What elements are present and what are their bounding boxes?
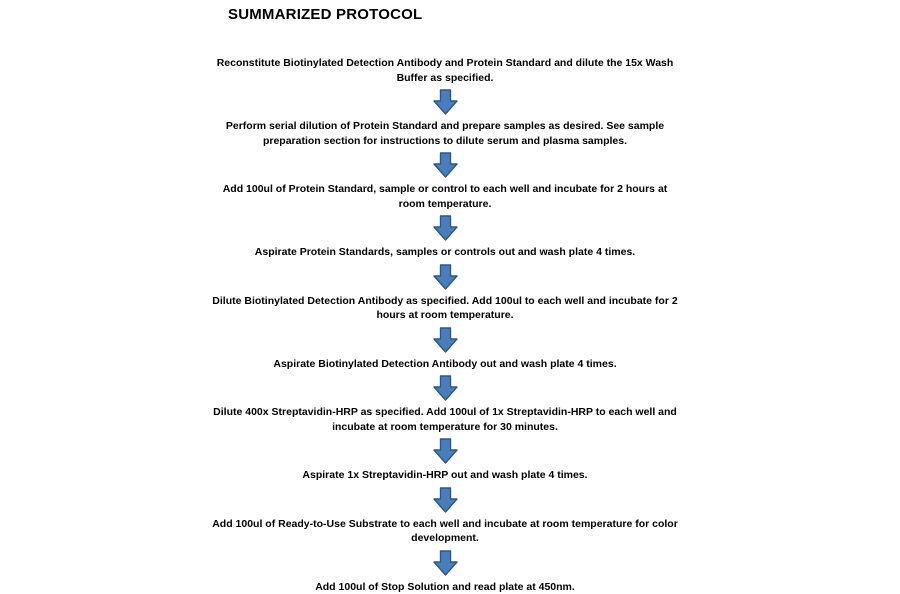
protocol-step: Add 100ul of Ready-to-Use Substrate to each well and incubate at room temperature for color development. <box>212 517 678 544</box>
down-arrow-icon <box>433 264 458 290</box>
down-arrow-icon <box>433 438 458 464</box>
page-title: SUMMARIZED PROTOCOL <box>228 6 423 23</box>
down-arrow-icon <box>433 215 458 241</box>
down-arrow-icon <box>433 152 458 178</box>
protocol-step: Aspirate Protein Standards, samples or controls out and wash plate 4 times. <box>254 246 636 258</box>
down-arrow-icon <box>433 89 458 115</box>
protocol-step: Dilute Biotinylated Detection Antibody as specified. Add 100ul to each well and incubate for 2 hours at room temperature. <box>212 294 678 321</box>
protocol-step: Reconstitute Biotinylated Detection Antibody and Protein Standard and dilute the 15x Wash Buffer as specified. <box>216 57 674 84</box>
protocol-flow <box>210 56 680 594</box>
down-arrow-icon <box>433 375 458 401</box>
protocol-step: Add 100ul of Stop Solution and read plate at 450nm. <box>315 580 575 593</box>
protocol-step: Aspirate Biotinylated Detection Antibody out and wash plate 4 times. <box>273 357 617 370</box>
protocol-page <box>0 6 900 594</box>
down-arrow-icon <box>433 550 458 576</box>
down-arrow-icon <box>433 487 458 513</box>
protocol-step: Add 100ul of Protein Standard, sample or control to each well and incubate for 2 hours at room temperature. <box>222 183 668 210</box>
down-arrow-icon <box>433 327 458 353</box>
protocol-step: Dilute 400x Streptavidin-HRP as specified. Add 100ul of 1x Streptavidin-HRP to each well and incubate at room temperature for 30 minutes. <box>213 406 677 433</box>
protocol-step: Aspirate 1x Streptavidin-HRP out and wash plate 4 times. <box>302 469 588 481</box>
protocol-step: Perform serial dilution of Protein Standard and prepare samples as desired. See sample preparation section for instructions to dilute serum and plasma samples. <box>225 120 665 147</box>
